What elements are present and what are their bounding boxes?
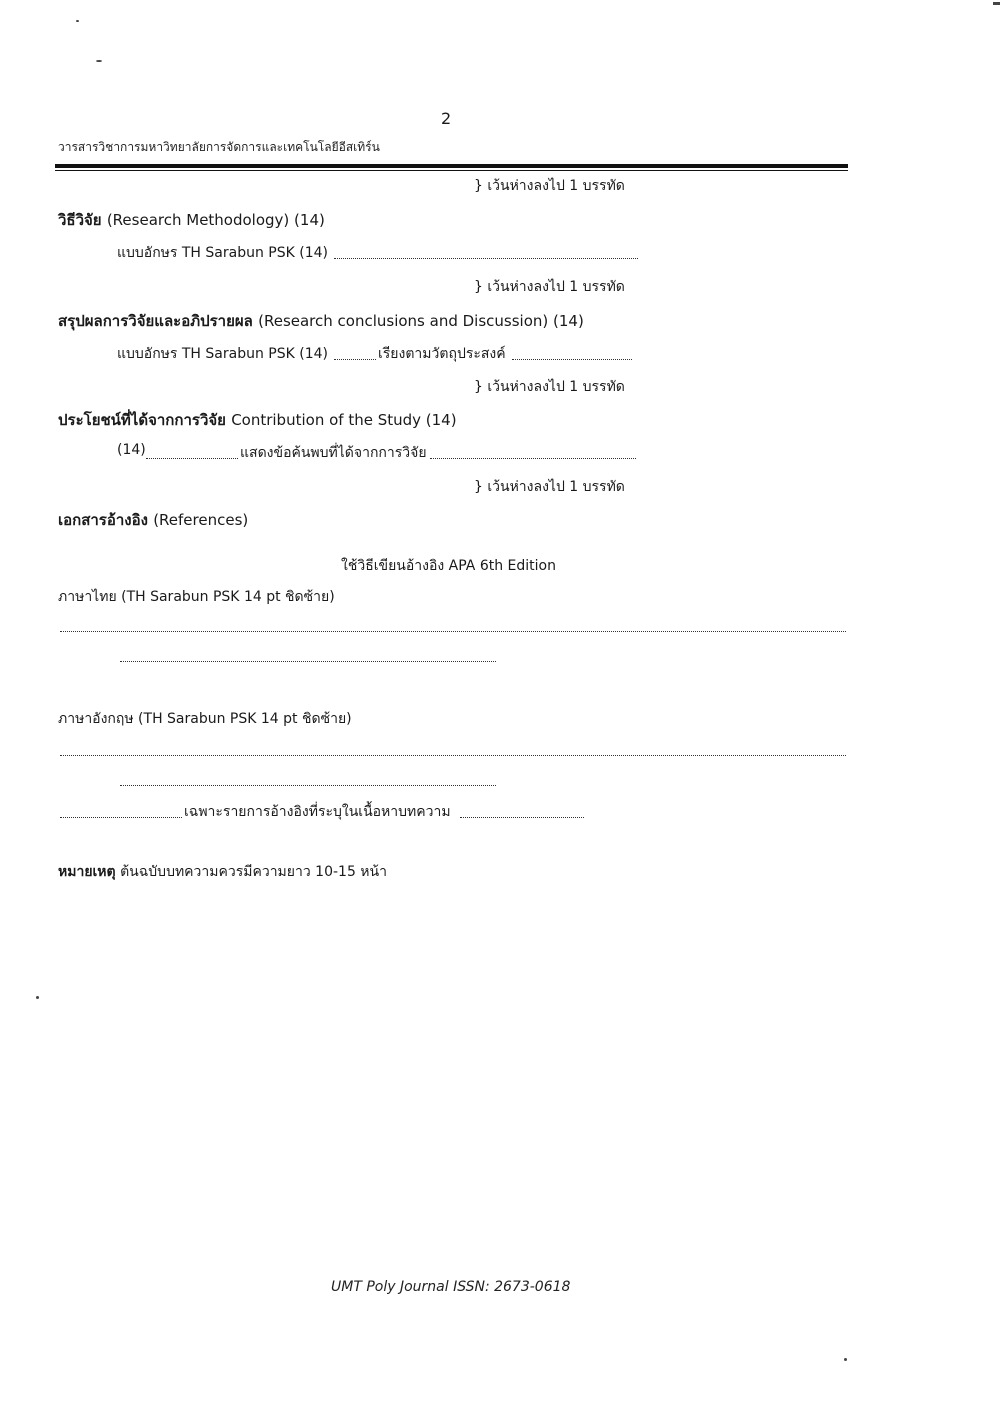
spacing-note: } เว้นห่างลงไป 1 บรรทัด <box>474 178 625 194</box>
conclusions-heading-en: (Research conclusions and Discussion) (14) <box>258 312 584 330</box>
methodology-heading-th: วิธีวิจัย <box>58 211 102 229</box>
methodology-body: แบบอักษร TH Sarabun PSK (14) <box>117 245 328 261</box>
page-number: 2 <box>441 109 452 128</box>
methodology-heading <box>58 208 325 232</box>
reference-line <box>60 755 846 756</box>
journal-name: วารสารวิชาการมหาวิทยาลัยการจัดการและเทคโนโลยีอีสเทิร์น <box>58 140 380 154</box>
fill-dots <box>512 359 632 360</box>
references-heading <box>58 508 248 532</box>
spacing-note: } เว้นห่างลงไป 1 บรรทัด <box>474 279 625 295</box>
english-references-label: ภาษาอังกฤษ (TH Sarabun PSK 14 pt ชิดซ้าย) <box>58 711 352 727</box>
conclusions-heading <box>58 309 584 333</box>
remark-label: หมายเหตุ <box>58 864 116 880</box>
scan-speck <box>96 60 102 62</box>
scan-speck <box>993 2 1000 5</box>
header-rule-thin <box>55 170 848 171</box>
contribution-heading-th: ประโยชน์ที่ได้จากการวิจัย <box>58 411 226 429</box>
reference-line <box>60 631 846 632</box>
scan-speck <box>844 1358 847 1361</box>
contribution-body: (14) <box>117 442 146 458</box>
fill-dots <box>430 458 636 459</box>
contribution-heading-en: Contribution of the Study (14) <box>231 411 457 429</box>
remark <box>58 861 387 883</box>
fill-dots <box>60 817 182 818</box>
spacing-note: } เว้นห่างลงไป 1 บรรทัด <box>474 479 625 495</box>
header-rule-thick <box>55 164 848 168</box>
reference-line-indent <box>120 785 496 786</box>
spacing-note: } เว้นห่างลงไป 1 บรรทัด <box>474 379 625 395</box>
remark-text: ต้นฉบับบทความควรมีความยาว 10-15 หน้า <box>120 864 387 880</box>
contribution-heading <box>58 408 457 432</box>
reference-style-note: ใช้วิธีเขียนอ้างอิง APA 6th Edition <box>341 558 556 574</box>
scan-speck <box>36 996 39 999</box>
conclusions-heading-th: สรุปผลการวิจัยและอภิปรายผล <box>58 312 253 330</box>
contribution-body-mid: แสดงข้อค้นพบที่ได้จากการวิจัย <box>240 445 427 461</box>
fill-dots <box>460 817 584 818</box>
reference-line-indent <box>120 661 496 662</box>
scan-speck <box>76 20 79 22</box>
conclusions-body-mid: เรียงตามวัตถุประสงค์ <box>378 346 506 362</box>
fill-dots <box>334 258 638 259</box>
footer-journal-issn: UMT Poly Journal ISSN: 2673-0618 <box>331 1279 571 1295</box>
methodology-heading-en: (Research Methodology) (14) <box>106 211 325 229</box>
references-heading-en: (References) <box>153 511 249 529</box>
cited-only-note: เฉพาะรายการอ้างอิงที่ระบุในเนื้อหาบทความ <box>184 804 451 820</box>
thai-references-label: ภาษาไทย (TH Sarabun PSK 14 pt ชิดซ้าย) <box>58 589 335 605</box>
references-heading-th: เอกสารอ้างอิง <box>58 511 148 529</box>
conclusions-body: แบบอักษร TH Sarabun PSK (14) <box>117 346 328 362</box>
fill-dots <box>146 458 238 459</box>
fill-dots <box>334 359 376 360</box>
